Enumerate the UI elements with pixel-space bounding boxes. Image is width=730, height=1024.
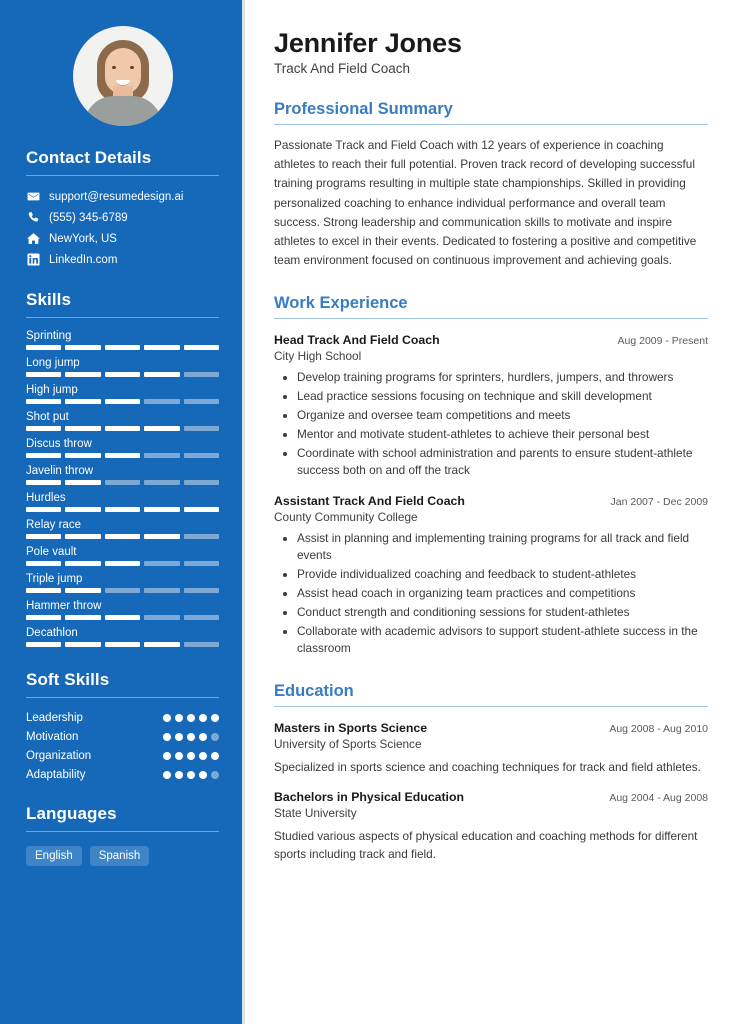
avatar-body — [84, 96, 162, 126]
skill-segment — [144, 534, 179, 539]
work-entry-organization: City High School — [274, 349, 362, 363]
avatar-eye-right — [130, 66, 134, 69]
home-icon — [26, 232, 40, 245]
skill-level-bar — [26, 534, 219, 539]
soft-skill-rating — [163, 752, 219, 760]
skill-label: Hammer throw — [26, 600, 102, 612]
skill-segment — [26, 642, 61, 647]
soft-skill-rating — [163, 714, 219, 722]
skill-segment — [184, 345, 219, 350]
avatar — [73, 26, 173, 126]
skill-segment — [184, 372, 219, 377]
work-entry-header — [274, 333, 708, 347]
skill-label: Hurdles — [26, 492, 66, 504]
skill-segment — [184, 426, 219, 431]
education-entry-header — [274, 721, 708, 735]
skill-segment — [184, 534, 219, 539]
skill-segment — [144, 453, 179, 458]
skill-label: Pole vault — [26, 546, 77, 558]
skill-segment — [26, 507, 61, 512]
professional-summary-divider — [274, 124, 708, 125]
education-entry-title: Masters in Sports Science — [274, 720, 428, 735]
skill-segment — [26, 615, 61, 620]
linkedin-icon — [26, 253, 40, 266]
education-entry-date: Aug 2008 - Aug 2010 — [609, 722, 708, 735]
skill-segment — [184, 615, 219, 620]
skill-label: Shot put — [26, 411, 69, 423]
skill-segment — [65, 507, 100, 512]
sidebar — [0, 0, 245, 1024]
education-entry — [274, 721, 708, 776]
soft-skill-label: Organization — [26, 750, 92, 762]
skill-item — [26, 492, 219, 512]
skill-segment — [105, 345, 140, 350]
skill-item — [26, 600, 219, 620]
contact-linkedin-value: LinkedIn.com — [49, 253, 118, 266]
rating-dot — [175, 771, 183, 779]
rating-dot — [199, 771, 207, 779]
work-entry-bullets — [274, 369, 708, 480]
work-experience-list — [274, 333, 708, 658]
skill-level-bar — [26, 453, 219, 458]
skill-item — [26, 384, 219, 404]
professional-summary-heading: Professional Summary — [274, 100, 453, 119]
skill-level-bar — [26, 615, 219, 620]
work-experience-divider — [274, 318, 708, 319]
language-tag: Spanish — [90, 846, 150, 866]
skills-heading: Skills — [26, 290, 72, 309]
soft-skill-rating — [163, 771, 219, 779]
rating-dot — [187, 714, 195, 722]
avatar-eye-left — [112, 66, 116, 69]
work-experience-heading: Work Experience — [274, 294, 408, 312]
work-bullet: • Develop training programs for sprinters, hurdlers, jumpers, and throwers — [297, 369, 708, 386]
skill-level-bar — [26, 588, 219, 593]
skill-segment — [105, 507, 140, 512]
skill-segment — [26, 426, 61, 431]
contact-item-email[interactable] — [26, 190, 219, 203]
rating-dot — [199, 752, 207, 760]
skill-segment — [26, 534, 61, 539]
work-entry — [274, 494, 708, 658]
skill-segment — [105, 453, 140, 458]
skill-label: Decathlon — [26, 627, 78, 639]
soft-skill-label: Adaptability — [26, 769, 86, 781]
skill-item — [26, 627, 219, 647]
rating-dot — [199, 733, 207, 741]
skill-segment — [65, 534, 100, 539]
rating-dot — [163, 771, 171, 779]
skill-segment — [105, 588, 140, 593]
skill-level-bar — [26, 642, 219, 647]
skill-item — [26, 438, 219, 458]
main-content — [245, 0, 730, 1024]
rating-dot — [211, 733, 219, 741]
rating-dot — [211, 714, 219, 722]
work-entry — [274, 333, 708, 480]
work-bullet: • Organize and oversee team competitions and meets — [297, 407, 708, 424]
work-entry-bullets — [274, 530, 708, 658]
skill-item — [26, 330, 219, 350]
work-entry-header — [274, 494, 708, 508]
skill-segment — [26, 588, 61, 593]
skill-segment — [144, 615, 179, 620]
skill-segment — [65, 399, 100, 404]
skill-segment — [184, 588, 219, 593]
skill-segment — [65, 615, 100, 620]
skill-segment — [105, 642, 140, 647]
skill-segment — [184, 507, 219, 512]
contact-item-phone[interactable] — [26, 211, 219, 224]
skill-item — [26, 573, 219, 593]
skill-level-bar — [26, 372, 219, 377]
skill-segment — [26, 453, 61, 458]
education-entry-description: Studied various aspects of physical education and coaching methods for different sports including track and field. — [274, 829, 698, 862]
skill-level-bar — [26, 480, 219, 485]
skill-segment — [184, 642, 219, 647]
work-bullet: • Provide individualized coaching and feedback to student-athletes — [297, 566, 708, 583]
phone-icon — [26, 211, 40, 224]
work-bullet: • Mentor and motivate student-athletes to achieve their personal best — [297, 426, 708, 443]
skill-level-bar — [26, 561, 219, 566]
work-bullet: • Coordinate with school administration and parents to ensure student-athlete success both on and off the track — [297, 445, 708, 480]
skill-segment — [65, 372, 100, 377]
skill-label: Triple jump — [26, 573, 83, 585]
education-entry-header — [274, 790, 708, 804]
work-bullet: • Assist in planning and implementing training programs for all track and field events — [297, 530, 708, 565]
skill-segment — [65, 561, 100, 566]
work-bullet: • Collaborate with academic advisors to support student-athlete success in the classroom — [297, 623, 708, 658]
skill-segment — [105, 615, 140, 620]
language-tag: English — [26, 846, 82, 866]
education-entry-institution: State University — [274, 806, 357, 821]
skill-label: Relay race — [26, 519, 81, 531]
soft-skills-heading: Soft Skills — [26, 670, 110, 689]
rating-dot — [199, 714, 207, 722]
skill-level-bar — [26, 507, 219, 512]
rating-dot — [187, 771, 195, 779]
skill-segment — [65, 426, 100, 431]
skill-segment — [184, 453, 219, 458]
rating-dot — [175, 733, 183, 741]
rating-dot — [187, 752, 195, 760]
skill-segment — [65, 588, 100, 593]
rating-dot — [163, 752, 171, 760]
skill-item — [26, 546, 219, 566]
skill-label: Long jump — [26, 357, 80, 369]
skill-segment — [105, 480, 140, 485]
education-list — [274, 721, 708, 864]
skill-segment — [65, 453, 100, 458]
skill-label: Discus throw — [26, 438, 92, 450]
soft-skill-item — [26, 769, 219, 781]
soft-skill-item — [26, 731, 219, 743]
skill-level-bar — [26, 345, 219, 350]
contact-phone-value: (555) 345-6789 — [49, 211, 128, 224]
skill-segment — [144, 642, 179, 647]
skill-segment — [184, 399, 219, 404]
soft-skill-label: Motivation — [26, 731, 79, 743]
education-divider — [274, 706, 708, 707]
contact-details-heading: Contact Details — [26, 148, 152, 167]
language-tag-list — [26, 846, 219, 866]
soft-skill-rating — [163, 733, 219, 741]
professional-summary-text: Passionate Track and Field Coach with 12 years of experience in coaching athletes to reach their full potential. Proven track record of developing successful training programs resulting in multiple state championships. Skilled in providing personalized coaching to enhance individual performance and overall team success. Strong leadership and communication skills to motivate and inspire athletes to excel in their events. Dedicated to fostering a positive and competitive team environment focused on continuous improvement and achieving goals. — [274, 138, 697, 267]
contact-item-location[interactable] — [26, 232, 219, 245]
soft-skill-item — [26, 712, 219, 724]
rating-dot — [211, 771, 219, 779]
work-bullet: • Assist head coach in organizing team practices and competitions — [297, 585, 708, 602]
rating-dot — [163, 714, 171, 722]
skill-segment — [105, 561, 140, 566]
skill-segment — [26, 345, 61, 350]
skill-item — [26, 519, 219, 539]
work-bullet: • Conduct strength and conditioning sessions for student-athletes — [297, 604, 708, 621]
education-entry-institution: University of Sports Science — [274, 736, 422, 751]
skill-segment — [65, 345, 100, 350]
skill-segment — [26, 561, 61, 566]
work-entry-title: Assistant Track And Field Coach — [274, 493, 465, 508]
skill-segment — [65, 642, 100, 647]
skill-item — [26, 465, 219, 485]
skill-item — [26, 357, 219, 377]
languages-heading: Languages — [26, 804, 117, 823]
education-entry — [274, 790, 708, 864]
skill-segment — [184, 561, 219, 566]
soft-skills-list — [0, 698, 245, 781]
work-entry-date: Aug 2009 - Present — [617, 335, 708, 347]
skill-segment — [105, 534, 140, 539]
skill-label: High jump — [26, 384, 78, 396]
candidate-role: Track And Field Coach — [274, 61, 411, 77]
contact-email-value: support@resumedesign.ai — [49, 190, 184, 203]
skill-segment — [144, 372, 179, 377]
skills-list — [0, 318, 245, 647]
skill-segment — [26, 372, 61, 377]
skill-segment — [26, 399, 61, 404]
skill-item — [26, 411, 219, 431]
rating-dot — [187, 733, 195, 741]
rating-dot — [163, 733, 171, 741]
skill-level-bar — [26, 426, 219, 431]
skill-segment — [144, 345, 179, 350]
contact-list — [0, 176, 245, 266]
work-entry-date: Jan 2007 - Dec 2009 — [610, 495, 708, 508]
skill-segment — [144, 426, 179, 431]
candidate-name: Jennifer Jones — [274, 28, 462, 58]
rating-dot — [175, 752, 183, 760]
skill-segment — [144, 480, 179, 485]
skill-segment — [105, 426, 140, 431]
skill-segment — [144, 561, 179, 566]
skill-level-bar — [26, 399, 219, 404]
skill-segment — [105, 372, 140, 377]
skill-segment — [144, 588, 179, 593]
skill-label: Javelin throw — [26, 465, 94, 477]
rating-dot — [175, 714, 183, 722]
skill-segment — [144, 507, 179, 512]
skill-segment — [26, 480, 61, 485]
skill-segment — [184, 480, 219, 485]
education-entry-title: Bachelors in Physical Education — [274, 790, 464, 805]
soft-skill-label: Leadership — [26, 712, 83, 724]
contact-location-value: NewYork, US — [49, 232, 117, 245]
education-entry-description: Specialized in sports science and coaching techniques for track and field athletes. — [274, 759, 701, 774]
envelope-icon — [26, 190, 40, 203]
work-entry-title: Head Track And Field Coach — [274, 333, 440, 347]
avatar-wrapper — [0, 0, 245, 126]
soft-skill-item — [26, 750, 219, 762]
skill-label: Sprinting — [26, 330, 72, 342]
contact-item-linkedin[interactable] — [26, 253, 219, 266]
rating-dot — [211, 752, 219, 760]
work-entry-organization: County Community College — [274, 509, 418, 524]
education-entry-date: Aug 2004 - Aug 2008 — [609, 792, 708, 805]
skill-segment — [65, 480, 100, 485]
skill-segment — [144, 399, 179, 404]
work-bullet: • Lead practice sessions focusing on technique and skill development — [297, 388, 708, 405]
languages-block — [0, 832, 245, 866]
education-heading: Education — [274, 681, 354, 700]
skill-segment — [105, 399, 140, 404]
